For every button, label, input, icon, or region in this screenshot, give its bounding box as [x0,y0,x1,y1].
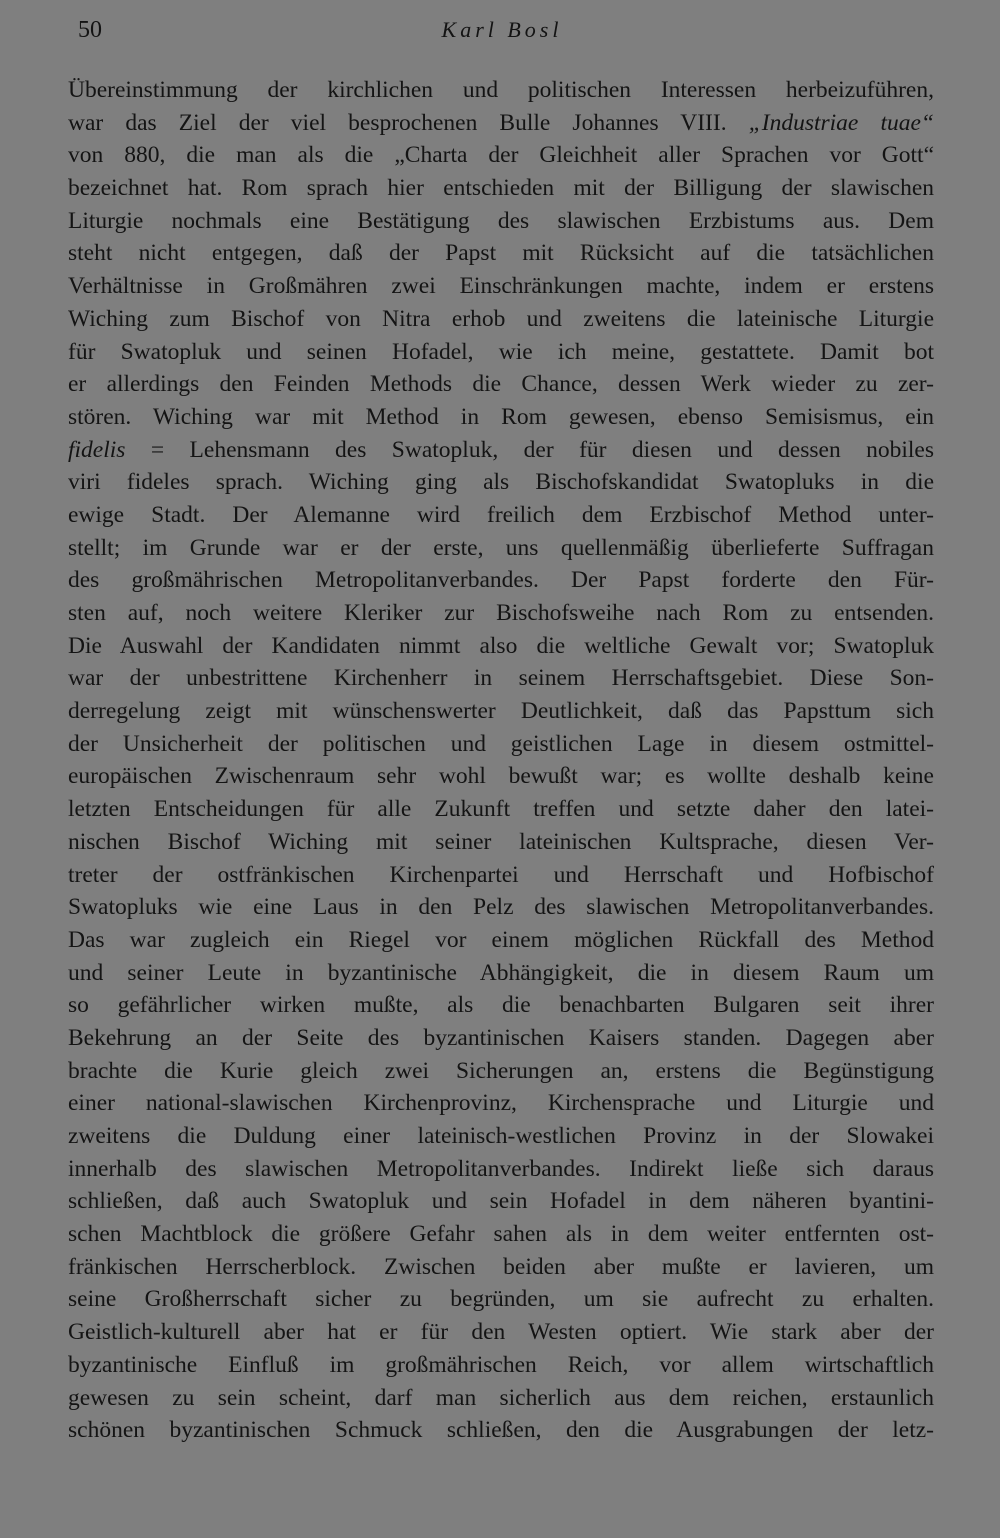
text-line: sten auf, noch weitere Kleriker zur Bischofsweihe nach Rom zu entsenden. [68,600,934,626]
text-line: brachte die Kurie gleich zwei Sicherungen an, erstens die Begünstigung [68,1057,934,1084]
text-line [68,107,934,140]
italic-quote-industriae: „Industriae tuae“ [748,109,934,136]
text-line: ewige Stadt. Der Alemanne wird freilich dem Erzbischof Method unter- [68,501,934,528]
text-line: von 880, die man als die „Charta der Gleichheit aller Sprachen vor Gott“ [68,142,934,169]
text-line: europäischen Zwischenraum sehr wohl bewußt war; es wollte deshalb keine [68,763,934,790]
text-line: Swatopluks wie eine Laus in den Pelz des slawischen Metropolitanverbandes. [68,894,934,921]
text-line: Wiching zum Bischof von Nitra erhob und zweitens die lateinische Liturgie [68,305,934,332]
text-line: fränkischen Herrscherblock. Zwischen beiden aber mußte er lavieren, um [68,1253,934,1280]
text-line: Verhältnisse in Großmähren zwei Einschränkungen machte, indem er erstens [68,273,934,300]
text-line: war der unbestrittene Kirchenherr in seinem Herrschaftsgebiet. Diese Son- [68,665,934,692]
running-head: Karl Bosl [441,17,563,42]
text-line: und seiner Leute in byzantinische Abhängigkeit, die in diesem Raum um [68,959,934,986]
text-line: derregelung zeigt mit wünschenswerter Deutlichkeit, daß das Papsttum sich [68,698,934,725]
text-line: schließen, daß auch Swatopluk und sein Hofadel in dem näheren byantini- [68,1188,934,1215]
text-line: Die Auswahl der Kandidaten nimmt also die weltliche Gewalt vor; Swatopluk [68,632,934,659]
text-line: gewesen zu sein scheint, darf man sicherlich aus dem reichen, erstaunlich [68,1384,934,1411]
text-line: Bekehrung an der Seite des byzantinischen Kaisers standen. Dagegen aber [68,1024,934,1051]
text-line: so gefährlicher wirken mußte, als die benachbarten Bulgaren seit ihrer [68,992,934,1019]
text-line: des großmährischen Metropolitanverbandes. Der Papst forderte den Für- [68,567,934,594]
text-line: der Unsicherheit der politischen und geistlichen Lage in diesem ostmittel- [68,730,934,757]
text-line: byzantinische Einfluß im großmährischen Reich, vor allem wirtschaftlich [68,1351,934,1378]
text-line [68,434,934,467]
page-number: 50 [78,17,102,43]
text-line: Übereinstimmung der kirchlichen und politischen Interessen herbeizuführen, [68,77,934,103]
text-line: treter der ostfränkischen Kirchenpartei und Herrschaft und Hofbischof [68,861,934,888]
text-line: Das war zugleich ein Riegel vor einem möglichen Rückfall des Method [68,926,934,953]
text-line: steht nicht entgegen, daß der Papst mit Rücksicht auf die tatsächlichen [68,240,934,267]
text-line: nischen Bischof Wiching mit seiner lateinischen Kultsprache, diesen Ver- [68,828,934,855]
text-line: bezeichnet hat. Rom sprach hier entschieden mit der Billigung der slawischen [68,175,934,202]
text-line: Geistlich-kulturell aber hat er für den Westen optiert. Wie stark aber der [68,1319,934,1346]
text-line: Liturgie nochmals eine Bestätigung des slawischen Erzbistums aus. Dem [68,207,934,234]
text-line: schönen byzantinischen Schmuck schließen, den die Ausgrabungen der letz- [68,1417,934,1444]
italic-word-fidelis: fidelis [68,436,126,463]
text-line: letzten Entscheidungen für alle Zukunft treffen und setzte daher den latei- [68,796,934,823]
text-line: seine Großherrschaft sicher zu begründen, um sie aufrecht zu erhalten. [68,1286,934,1313]
text-line: stören. Wiching war mit Method in Rom gewesen, ebenso Semisismus, ein [68,403,934,430]
text-line: einer national-slawischen Kirchenprovinz, Kirchensprache und Liturgie und [68,1090,934,1117]
text-line-segment: war das Ziel der viel besprochenen Bulle Johannes VIII. [68,109,749,136]
text-line: innerhalb des slawischen Metropolitanverbandes. Indirekt ließe sich daraus [68,1155,934,1182]
page-header [78,14,926,48]
text-line: zweitens die Duldung einer lateinisch-westlichen Provinz in der Slowakei [68,1123,934,1149]
text-line: viri fideles sprach. Wiching ging als Bischofskandidat Swatopluks in die [68,469,934,496]
text-line: für Swatopluk und seinen Hofadel, wie ich meine, gestattete. Damit bot [68,338,934,365]
text-line: schen Machtblock die größere Gefahr sahen als in dem weiter entfernten ost- [68,1221,934,1248]
text-line-segment: = Lehensmann des Swatopluk, der für diesen und dessen nobiles [125,436,934,463]
text-line: stellt; im Grunde war er der erste, uns quellenmäßig überlieferte Suffragan [68,534,934,561]
body-text [68,74,934,1447]
text-line: er allerdings den Feinden Methods die Chance, dessen Werk wieder zu zer- [68,371,934,398]
